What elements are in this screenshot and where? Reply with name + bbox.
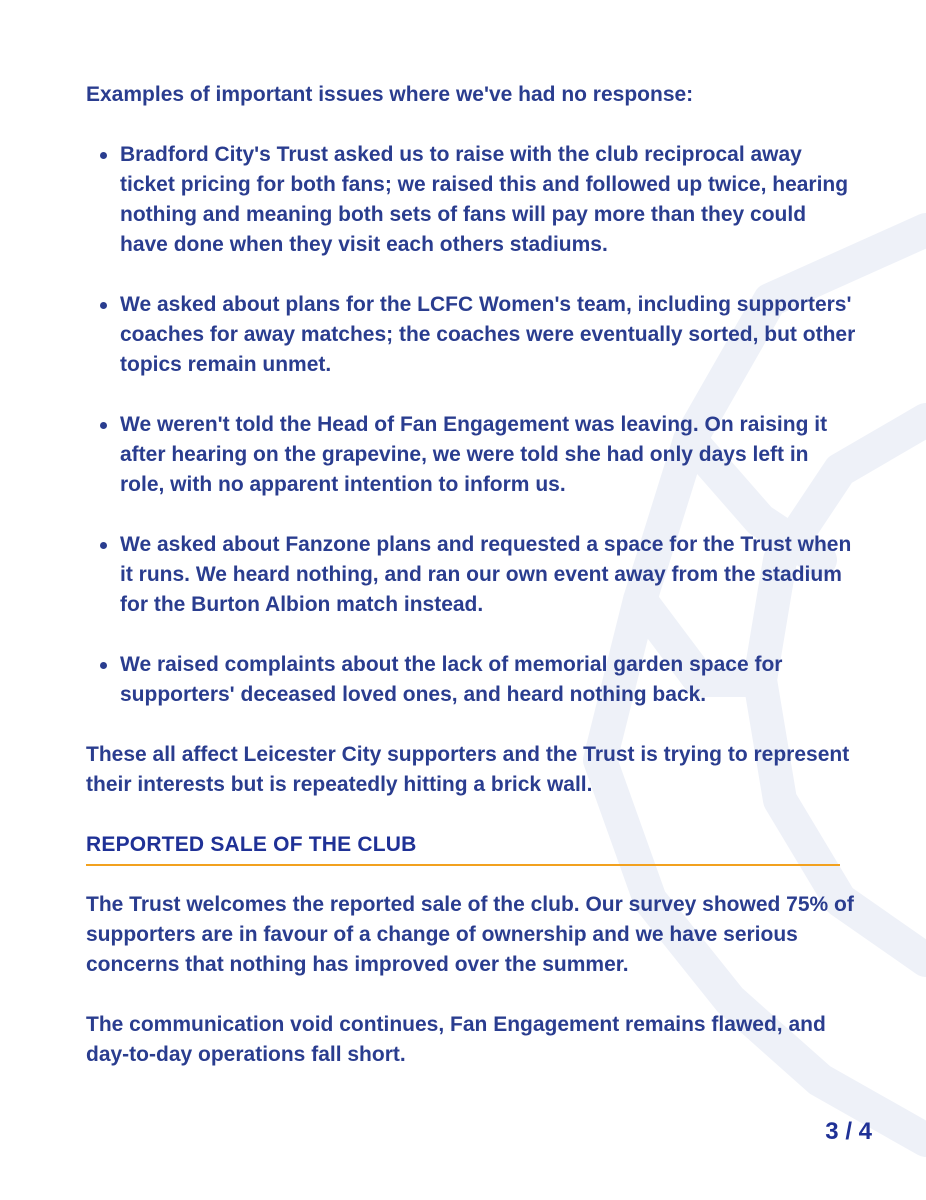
bullet-icon [100, 422, 107, 429]
page-number: 3 / 4 [825, 1118, 872, 1145]
issue-text: We raised complaints about the lack of memorial garden space for supporters' deceased loved ones, and heard nothing back. [120, 653, 783, 706]
issue-text: Bradford City's Trust asked us to raise with the club reciprocal away ticket pricing for both fans; we raised this and followed up twice, hearing nothing and meaning both sets of fans will pay more than they could have done when they visit each others stadiums. [120, 143, 849, 256]
closing-paragraph: These all affect Leicester City supporters and the Trust is trying to represent their interests but is repeatedly hitting a brick wall. [86, 743, 850, 796]
list-item [86, 530, 856, 620]
bullet-icon [100, 302, 107, 309]
bullet-icon [100, 542, 107, 549]
list-item [86, 290, 856, 380]
list-item [86, 650, 856, 710]
issue-text: We asked about plans for the LCFC Women's team, including supporters' coaches for away matches; the coaches were eventually sorted, but other topics remain unmet. [120, 293, 856, 376]
intro-text: Examples of important issues where we've had no response: [86, 83, 694, 106]
bullet-icon [100, 152, 107, 159]
list-item [86, 410, 856, 500]
bullet-icon [100, 662, 107, 669]
section-heading: REPORTED SALE OF THE CLUB [86, 833, 417, 856]
issues-list [86, 140, 856, 740]
issue-text: We weren't told the Head of Fan Engagement was leaving. On raising it after hearing on the grapevine, we were told she had only days left in role, with no apparent intention to inform us. [120, 413, 828, 496]
list-item [86, 140, 856, 260]
section-divider [86, 864, 840, 866]
issue-text: We asked about Fanzone plans and requested a space for the Trust when it runs. We heard nothing, and ran our own event away from the stadium for the Burton Albion match instead. [120, 533, 852, 616]
section-paragraph: The Trust welcomes the reported sale of the club. Our survey showed 75% of supporters are in favour of a change of ownership and we have serious concerns that nothing has improved over the summer. [86, 893, 854, 976]
section-paragraph: The communication void continues, Fan Engagement remains flawed, and day-to-day operations fall short. [86, 1013, 826, 1066]
